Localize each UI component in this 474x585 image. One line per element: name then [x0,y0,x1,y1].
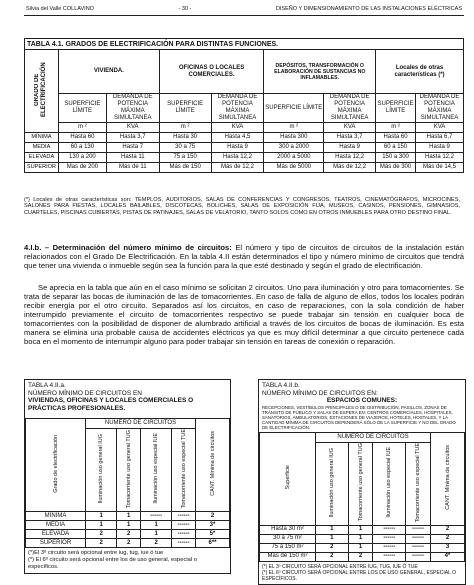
value-cell: Más de 14,5 [416,163,464,173]
page-header [26,6,462,12]
tableB-col-tug: Tomacorriente uso general TUG [348,442,373,525]
col-depositos: DEPÓSITOS, TRANSFORMACIÓN O ELABORACIÓN DE SUSTANCIAS NO INFLAMABLES. [264,50,376,94]
sup-header: SUPERFICIE LÍMITE [159,94,211,123]
tableB-grid [259,432,465,562]
unit-m2: m ² [264,123,324,133]
value-cell: Más de 11 [106,163,159,173]
value-cell: 130 a 200 [58,153,106,163]
value-cell: 60 a 130 [58,143,106,153]
circuit-count-cell: ------ [172,530,196,539]
circuit-count-cell: 3* [196,521,230,530]
unit-m2: m ² [376,123,416,133]
sup-header: SUPERFICIE LÍMITE [58,94,106,123]
tableB-title-line2: NÚMERO MÍNIMO DE CIRCUITOS EN: [262,389,378,397]
table-row [25,143,464,153]
tableA-cant-header: CANT. Mínima de circuitos [196,419,230,512]
value-cell: Mas de 200 [58,163,106,173]
circuit-count-cell: ------ [406,525,431,534]
circuit-count-cell: ------ [406,543,431,552]
circuit-count-cell: 2 [431,534,465,543]
header-author: Silvia del Valle COLLAVINO [26,6,94,12]
circuit-count-cell: 2 [117,530,141,539]
circuit-count-cell: 1 [348,534,373,543]
row-label-cell: MÍNIMA [26,512,86,521]
row-label-cell: 30 a 75 m² [260,534,316,543]
value-cell: Hasta 12,2 [211,153,264,163]
value-cell: Más de 12,2 [324,163,376,173]
dem-header: DEMANDA DE POTENCIA MÁXIMA SIMULTANEA [324,94,376,123]
tableA-title-line1: TABLA 4.II.a. [28,382,66,389]
tableA-grado-header: Grado de electrificación [26,419,86,512]
circuit-count-cell: ------ [172,521,196,530]
value-cell: Hasta 60 [58,133,106,143]
tableB-sup-header: Superficie [260,432,316,525]
tableB-footnote-1: (*) EL 3º CIRCUITO SERÁ OPCIONAL ENTRE IUG, TUG, IUE Ó TUE [262,563,418,570]
table-row [26,539,230,548]
tableA-col-iue: Iluminación uso especial IUE [141,429,172,512]
value-cell: Hasta 11 [106,153,159,163]
row-label-cell: Mas de 150 m² [260,552,316,561]
tableA-col-tue: Tomacorriente uso especial TUE [172,429,196,512]
circuit-count-cell: ------ [373,552,406,561]
value-cell: Hasta 12,2 [416,153,464,163]
value-cell: 2000 a 5000 [264,153,324,163]
row-label-cell: MEDIA [26,521,86,530]
row-label-cell: ELEVADA [26,530,86,539]
unit-kva: KVA [416,123,464,133]
circuit-count-cell: 2 [431,525,465,534]
circuit-count-cell: 6** [196,539,230,548]
table-row [25,153,464,163]
circuit-count-cell: 1 [86,512,117,521]
circuit-count-cell: ------ [406,552,431,561]
circuit-count-cell: 1 [348,543,373,552]
circuit-count-cell: 2 [141,539,172,548]
table-electrification-grades [24,38,464,173]
value-cell: Más de 12,2 [211,163,264,173]
section-paragraph-circuits [24,243,464,270]
table-circuits-common-spaces [258,379,466,585]
tableA-title-line2: NÚMERO MÍNIMO DE CIRCUITOS EN [28,389,142,397]
paragraph-explanation: Se aprecia en la tabla que aún en el caso mínimo se solicitan 2 circuitos. Uno para iluminación y otro para tomacorrientes. Se trata de separar las bocas de iluminación de las de tomacorrientes. En caso de falla de alguno de ellos, todos los locales podrán recibir energía por el otro circuito. Separados así los circuitos, en caso de reparaciones, con la sola condición de haber interrumpido previamente el circuito de tomacorrientes respectivo se puede trabajar sin tensión en cualquier boca de tomacorrientes con la posibilidad de disponer de alumbrado artificial a través de los circuitos de bocas de iluminación. Es esta manera se elimina una probable causa de accidentes eléctricos ya que es muy difícil determinar a que circuito pertenece cada boca en el momento de interrumpir alguno para poder trabajar sin tensión en tareas de conexión o reparación. [24,283,464,346]
grado-label: GRADO DE ELECTRIFICACIÓN [34,62,48,117]
grade-cell: ELEVADA [25,153,59,163]
circuit-count-cell: ------ [373,525,406,534]
value-cell: Hasta 9 [416,143,464,153]
value-cell: 60 a 150 [376,143,416,153]
value-cell: 300 a 2000 [264,143,324,153]
tableA-footnote-1: (*)El 3º circuito será opcional entre iug, tug, iue ó tue [28,550,164,557]
circuit-count-cell: ------ [373,534,406,543]
unit-kva: KVA [324,123,376,133]
circuit-count-cell: ------ [141,512,172,521]
col-oficinas: OFICINAS O LOCALES COMERCIALES. [159,50,264,94]
circuit-count-cell: 3 [431,543,465,552]
dem-header: DEMANDA DE POTENCIA MÁXIMA SIMULTANEA [211,94,264,123]
tableA-title [25,380,230,414]
tableA-footnote-2: (*) El 6º circuito será opcional entre los de uso general, especial o específicos. [28,557,198,571]
table-row [26,521,230,530]
row-label-cell: 75 a 150 m² [260,543,316,552]
tableA-col-iug: Iluminación uso general IUG [86,429,117,512]
header-rule [24,15,464,16]
circuit-count-cell: 1 [141,521,172,530]
circuit-count-cell: ------ [172,539,196,548]
tableB-footnotes [259,562,465,584]
circuit-count-cell: 1 [117,512,141,521]
tableB-title [259,380,465,432]
col-vivienda: VIVIENDA. [58,50,159,94]
table-row [260,552,465,561]
value-cell: Hasta 9 [211,143,264,153]
value-cell: Hasta 4,5 [211,133,264,143]
value-cell: Hasta 3,7 [106,133,159,143]
circuit-count-cell: ------ [373,543,406,552]
col-otros: Locales de otras características (*) [376,50,464,94]
tableB-footnote-2: (*) EL 6º CIRCUITO SERÁ OPCIONAL ENTRE LOS DE USO GENERAL, ESPECIAL O ESPECÍFICOS. [262,569,457,582]
table-row [260,543,465,552]
value-cell: Hasta 9 [324,143,376,153]
grade-cell: SUPERIOR [25,163,59,173]
tableB-title-line3: ESPACIOS COMUNES: [326,397,398,404]
section-paragraph-text: El número y tipo de circuitos de circuitos de la instalación están relacionados con el Grado De Electrificación. En la tabla 4.II están determinados el tipo y número mínimo de circuitos que tendrá que tener una vivienda o inmueble según sea la función para la que esté destinado y según el grado de electrificación. [24,243,465,270]
value-cell: Hasta 7 [106,143,159,153]
value-cell: Hasta 12,2 [324,153,376,163]
circuit-count-cell: ------ [172,512,196,521]
unit-kva: KVA [211,123,264,133]
value-cell: Hasta 60 [376,133,416,143]
circuit-count-cell: 2 [196,512,230,521]
circuit-count-cell: 2 [316,552,349,561]
value-cell: Hasta 30 [159,133,211,143]
grade-cell: MEDIA [25,143,59,153]
tableA-num-header: NÚMERO DE CIRCUITOS [86,419,196,429]
tableB-col-tue: Tomacorriente uso especial TUE [406,442,431,525]
value-cell: 75 a 150 [159,153,211,163]
grade-cell: MÍNIMA [25,133,59,143]
circuit-count-cell: ------ [406,534,431,543]
value-cell: Más de 150 [159,163,211,173]
tableB-num-header: NÚMERO DE CIRCUITOS [316,432,431,442]
tableB-description: RECEPCIONES, VESTÍBULOS PRINCIPALES O DE DISTRIBUCIÓN, PASILLOS, ZONAS DE TRÁNSITO DE PÚBLICO Y SALAS DE ESPERA EN: CENTROS COMERCIALES, HOSPITALES, SANATORIOS, AMBULATORIOS, ESTACIONES DE VIAJEROS, HOTELES, HOSTALES, Y LA CANTIDAD MÍNIMA DE CIRCUITOS DEPENDERÁ SÓLO DE LA SUPERFICIE Y NO DEL GRADO DE ELECTRIFICACIÓN. [262,404,456,431]
section-heading: 4.I.b. – Determinación del número mínimo de circuitos: [24,243,232,252]
circuit-count-cell: 1 [348,525,373,534]
circuit-count-cell: 1 [316,525,349,534]
circuit-count-cell: 2 [117,539,141,548]
dem-header: DEMANDA DE POTENCIA MÁXIMA SIMULTANEA [106,94,159,123]
circuit-count-cell: 2 [86,530,117,539]
circuit-count-cell: 1 [141,530,172,539]
circuit-count-cell: 1 [316,534,349,543]
value-cell: Más de 300 [376,163,416,173]
table-row [260,525,465,534]
tableA-title-line3: VIVIENDAS, OFICINAS Y LOCALES COMERCIALES O PRÁCTICAS PROFESIONALES. [28,397,194,412]
circuit-count-cell: 2 [316,543,349,552]
sup-header: SUPERFICIE LÍMITE [376,94,416,123]
tableB-col-iug: Iluminación uso general IUG [316,442,349,525]
table1-title: TABLA 4.1. GRADOS DE ELECTRIFICACIÓN PARA DISTINTAS FUNCIONES. [25,39,464,50]
tableA-footnotes [25,548,230,573]
table-row [260,534,465,543]
value-cell: Hasta 3,7 [324,133,376,143]
dem-header: DEMANDA DE POTENCIA MÁXIMA SIMULTANEA [416,94,464,123]
value-cell: Hasta 300 [264,133,324,143]
unit-m2: m ² [159,123,211,133]
table-row [26,512,230,521]
tableB-cant-header: CANT. Mínima de circuitos [431,432,465,525]
unit-kva: KVA [106,123,159,133]
value-cell: Más de 5000 [264,163,324,173]
header-page-number: - 30 - [178,6,192,12]
table-row [25,163,464,173]
value-cell: Hasta 6,7 [416,133,464,143]
circuit-count-cell: 5* [196,530,230,539]
table1-footnote: (*) Locales de otras características son: TEMPLOS, AUDITORIOS, SALAS DE CONFERENCIAS Y CONGRESOS, TEATROS, CINEMATÓGRAFOS, MICROCINES, SALONES PARA FIESTAS, LOCALES BAILABLES, DISCOTECAS, BOLICHES, SALAS DE EXPOSICIÓN FIJA, MUSEOS, CASINOS, PENSIONES, GIMNASIOS, CUARTELES, PISCINAS CUBIERTAS, PISTAS DE PATINAJES, SALAS DE VELATORIO, TANTO SOLOS COMO EN OTROS INMUEBLES PARA OTRO DESTINO FINAL. [24,197,460,216]
tableB-col-iue: Iluminación uso especial IUE [373,442,406,525]
tableA-grid [25,418,230,548]
unit-m2: m ² [58,123,106,133]
tableB-title-line1: TABLA 4.II.b. [262,382,300,389]
sup-header: SUPERFICIE LÍMITE [264,94,324,123]
value-cell: 30 a 75 [159,143,211,153]
tableA-col-tug: Tomacorriente uso general TUG [117,429,141,512]
row-label-cell: SUPERIOR [26,539,86,548]
circuit-count-cell: 1 [117,521,141,530]
circuit-count-cell: 2 [86,539,117,548]
row-label-cell: Hasta 30 m² [260,525,316,534]
table-circuits-dwellings [24,379,231,574]
table-row [25,133,464,143]
table-row [26,530,230,539]
circuit-count-cell: 4* [431,552,465,561]
header-chapter: DISEÑO Y DIMENSIONAMIENTO DE LAS INSTALACIONES ELÉCTRICAS [275,6,462,12]
value-cell: 150 a 300 [376,153,416,163]
circuit-count-cell: 2 [348,552,373,561]
circuit-count-cell: 1 [86,521,117,530]
